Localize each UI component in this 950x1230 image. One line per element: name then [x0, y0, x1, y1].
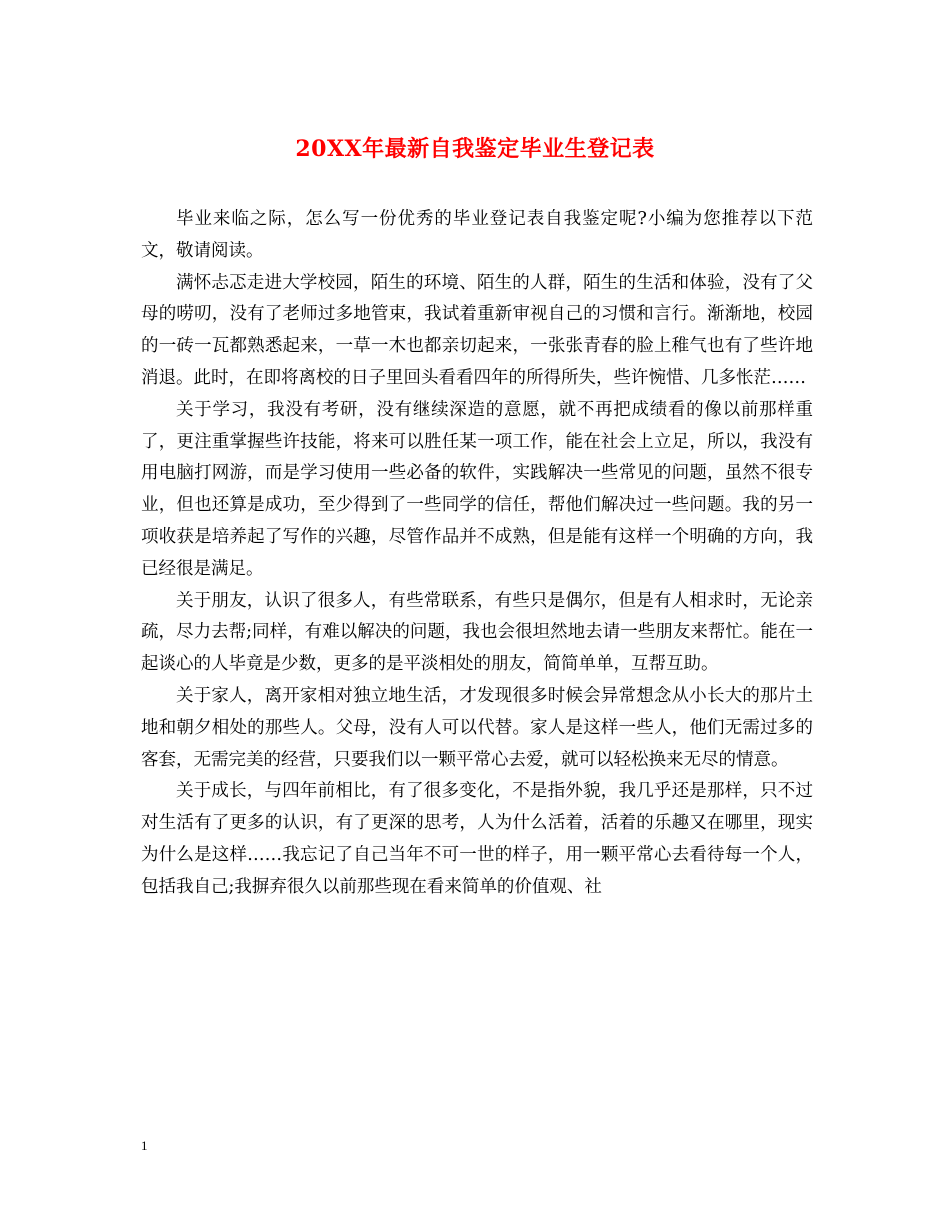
paragraph-family: 关于家人，离开家相对独立地生活，才发现很多时候会异常想念从小长大的那片土地和朝夕相处的那些人。父母，没有人可以代替。家人是这样一些人，他们无需过多的客套，无需完美的经营，只要我们以一颗平常心去爱，就可以轻松换来无尽的情意。: [141, 685, 813, 770]
paragraph-friends: 关于朋友，认识了很多人，有些常联系，有些只是偶尔，但是有人相求时，无论亲疏，尽力去帮;同样，有难以解决的问题，我也会很坦然地去请一些朋友来帮忙。能在一起谈心的人毕竟是少数，更多的是平淡相处的朋友，简简单单，互帮互助。: [141, 590, 813, 675]
paragraph-growth: 关于成长，与四年前相比，有了很多变化，不是指外貌，我几乎还是那样，只不过对生活有了更多的认识，有了更深的思考，人为什么活着，活着的乐趣又在哪里，现实为什么是这样……我忘记了自己当年不可一世的样子，用一颗平常心去看待每一个人，包括我自己;我摒弃很久以前那些现在看来简单的价值观、社: [141, 781, 813, 897]
paragraph-intro: 毕业来临之际，怎么写一份优秀的毕业登记表自我鉴定呢?小编为您推荐以下范文，敬请阅读。: [141, 209, 813, 261]
document-title: 20XX年最新自我鉴定毕业生登记表: [295, 136, 655, 162]
paragraph-campus: 满怀忐忑走进大学校园，陌生的环境、陌生的人群，陌生的生活和体验，没有了父母的唠叨，没有了老师过多地管束，我试着重新审视自己的习惯和言行。渐渐地，校园的一砖一瓦都熟悉起来，一草一木也都亲切起来，一张张青春的脸上稚气也有了些许地消退。此时，在即将离校的日子里回头看看四年的所得所失，些许惋惜、几多怅茫……: [141, 272, 813, 388]
paragraph-study: 关于学习，我没有考研，没有继续深造的意愿，就不再把成绩看的像以前那样重了，更注重掌握些许技能，将来可以胜任某一项工作，能在社会上立足，所以，我没有用电脑打网游，而是学习使用一些必备的软件，实践解决一些常见的问题，虽然不很专业，但也还算是成功，至少得到了一些同学的信任，帮他们解决过一些问题。我的另一项收获是培养起了写作的兴趣，尽管作品并不成熟，但是能有这样一个明确的方向，我已经很是满足。: [141, 399, 813, 579]
page-number: 1: [141, 1138, 148, 1153]
document-body: [141, 204, 813, 904]
